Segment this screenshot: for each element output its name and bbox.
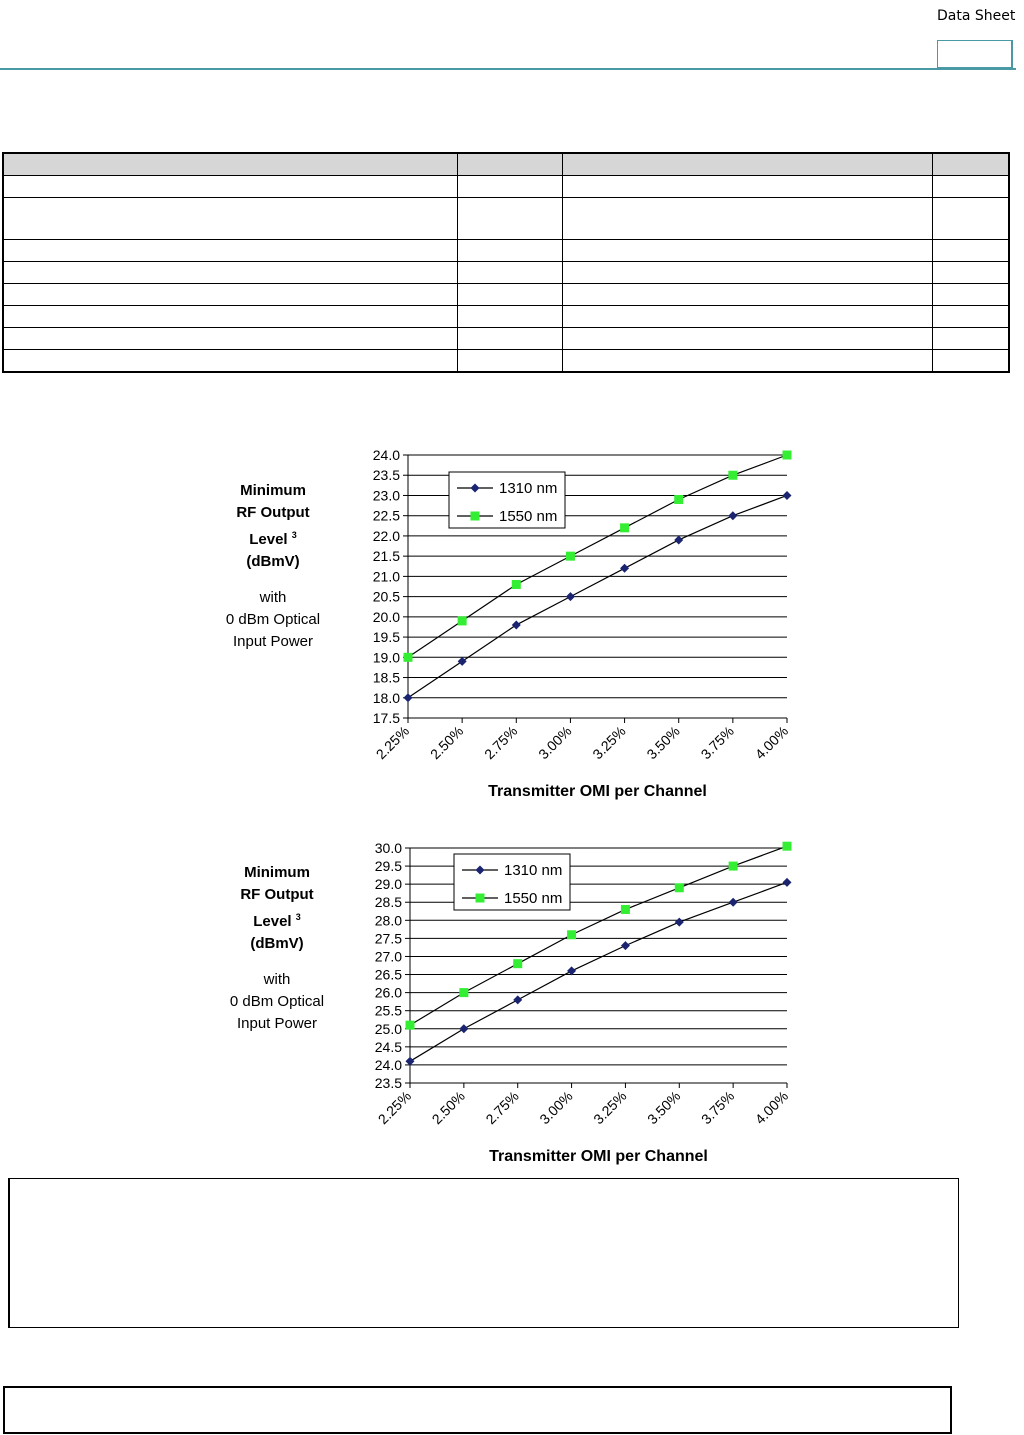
y-tick-label: 27.0 bbox=[374, 948, 402, 965]
table-row bbox=[3, 176, 1009, 198]
data-point bbox=[567, 930, 576, 939]
table-row bbox=[3, 240, 1009, 262]
y-tick-label: 29.5 bbox=[374, 858, 402, 875]
data-point bbox=[783, 878, 792, 887]
legend-label: 1310 nm bbox=[504, 862, 563, 879]
side-label-line: RF Output bbox=[240, 886, 314, 903]
y-tick-label: 18.5 bbox=[372, 669, 400, 686]
side-label-sup: 3 bbox=[295, 912, 301, 922]
y-tick-label: 28.5 bbox=[374, 894, 402, 911]
data-point bbox=[729, 862, 738, 871]
legend-label: 1550 nm bbox=[504, 890, 563, 907]
y-tick-label: 22.0 bbox=[372, 527, 400, 544]
x-tick-label: 2.50% bbox=[428, 1087, 468, 1128]
data-point bbox=[620, 564, 629, 573]
data-point bbox=[674, 535, 683, 544]
footer-box bbox=[3, 1386, 952, 1434]
y-tick-label: 18.0 bbox=[372, 689, 400, 706]
data-point bbox=[458, 616, 467, 625]
y-tick-label: 21.5 bbox=[372, 548, 400, 565]
x-tick-label: 2.75% bbox=[482, 1087, 522, 1128]
data-point bbox=[729, 898, 738, 907]
data-point bbox=[404, 653, 413, 662]
side-label-line: (dBmV) bbox=[250, 935, 304, 952]
table-row bbox=[3, 350, 1009, 373]
y-tick-label: 26.5 bbox=[374, 966, 402, 983]
table-row bbox=[3, 284, 1009, 306]
y-tick-label: 21.0 bbox=[372, 568, 400, 585]
x-tick-label: 3.75% bbox=[697, 722, 737, 763]
x-tick-label: 3.50% bbox=[643, 722, 683, 763]
table-row bbox=[3, 306, 1009, 328]
notes-box bbox=[8, 1178, 959, 1328]
side-label-line: with bbox=[259, 589, 287, 606]
data-point bbox=[566, 592, 575, 601]
side-label-sup: 3 bbox=[291, 530, 297, 540]
x-axis-label: Transmitter OMI per Channel bbox=[488, 783, 707, 800]
y-tick-label: 30.0 bbox=[374, 840, 402, 856]
side-label-line: 0 dBm Optical bbox=[229, 993, 325, 1010]
data-point bbox=[783, 491, 792, 500]
y-tick-label: 25.5 bbox=[374, 1002, 402, 1019]
table-row bbox=[3, 328, 1009, 350]
x-tick-label: 4.00% bbox=[751, 722, 792, 763]
spec-table bbox=[2, 152, 1010, 373]
side-label-line: Input Power bbox=[236, 1015, 318, 1032]
data-point bbox=[513, 959, 522, 968]
x-tick-label: 2.25% bbox=[374, 1087, 415, 1128]
chart-2 bbox=[0, 830, 1024, 1170]
y-tick-label: 26.0 bbox=[374, 984, 402, 1001]
header-rule bbox=[0, 68, 1016, 70]
data-point bbox=[675, 883, 684, 892]
side-label-line: 0 dBm Optical bbox=[225, 611, 321, 628]
y-tick-label: 23.5 bbox=[374, 1075, 402, 1091]
data-point bbox=[728, 471, 737, 480]
data-point bbox=[459, 988, 468, 997]
x-tick-label: 4.00% bbox=[751, 1087, 792, 1128]
data-point bbox=[406, 1021, 415, 1030]
data-point bbox=[566, 552, 575, 561]
x-tick-label: 3.00% bbox=[535, 722, 575, 763]
chart-1 bbox=[0, 440, 1024, 820]
data-point bbox=[513, 995, 522, 1004]
table-row bbox=[3, 262, 1009, 284]
x-tick-label: 3.50% bbox=[644, 1087, 684, 1128]
y-tick-label: 23.5 bbox=[372, 467, 400, 484]
y-tick-label: 20.0 bbox=[372, 608, 400, 625]
y-tick-label: 22.5 bbox=[372, 507, 400, 524]
spec-table-header bbox=[3, 153, 1009, 176]
legend-label: 1550 nm bbox=[499, 508, 558, 525]
side-label-line: RF Output bbox=[236, 504, 310, 521]
y-tick-label: 17.5 bbox=[372, 710, 400, 726]
data-point bbox=[512, 580, 521, 589]
x-tick-label: 3.00% bbox=[536, 1087, 576, 1128]
header-box bbox=[937, 40, 1013, 68]
data-point bbox=[675, 918, 684, 927]
side-label-level: Level bbox=[249, 531, 288, 548]
side-label-level: Level bbox=[253, 913, 292, 930]
y-tick-label: 28.0 bbox=[374, 912, 402, 929]
x-tick-label: 3.75% bbox=[697, 1087, 738, 1128]
x-tick-label: 2.50% bbox=[426, 722, 467, 763]
y-tick-label: 19.0 bbox=[372, 649, 400, 666]
data-point bbox=[728, 511, 737, 520]
side-label-line: (dBmV) bbox=[246, 553, 300, 570]
data-point bbox=[621, 941, 630, 950]
table-row bbox=[3, 198, 1009, 240]
x-tick-label: 3.25% bbox=[589, 722, 629, 763]
side-label-line: with bbox=[263, 971, 291, 988]
y-tick-label: 29.0 bbox=[374, 876, 402, 893]
data-point bbox=[783, 451, 792, 460]
data-point bbox=[512, 620, 521, 629]
data-point bbox=[783, 842, 792, 851]
data-point bbox=[404, 693, 413, 702]
x-axis-label: Transmitter OMI per Channel bbox=[489, 1148, 708, 1165]
y-tick-label: 24.0 bbox=[374, 1056, 402, 1073]
x-tick-label: 3.25% bbox=[590, 1087, 630, 1128]
side-label-line: Input Power bbox=[232, 633, 314, 650]
y-tick-label: 24.5 bbox=[374, 1038, 402, 1055]
y-tick-label: 23.0 bbox=[372, 487, 400, 504]
y-tick-label: 24.0 bbox=[372, 447, 400, 463]
y-tick-label: 25.0 bbox=[374, 1020, 402, 1037]
legend-marker bbox=[476, 894, 485, 903]
y-tick-label: 19.5 bbox=[372, 629, 400, 646]
data-point bbox=[459, 1024, 468, 1033]
y-tick-label: 27.5 bbox=[374, 930, 402, 947]
legend-marker bbox=[471, 512, 480, 521]
data-point bbox=[620, 523, 629, 532]
side-label-line: Minimum bbox=[240, 482, 306, 499]
data-point bbox=[674, 495, 683, 504]
data-point bbox=[621, 905, 630, 914]
legend-label: 1310 nm bbox=[499, 480, 558, 497]
x-tick-label: 2.25% bbox=[372, 722, 413, 763]
data-point bbox=[458, 657, 467, 666]
header-label: Data Sheet bbox=[937, 8, 1016, 24]
y-tick-label: 20.5 bbox=[372, 588, 400, 605]
x-tick-label: 2.75% bbox=[481, 722, 521, 763]
side-label-line: Minimum bbox=[244, 864, 310, 881]
